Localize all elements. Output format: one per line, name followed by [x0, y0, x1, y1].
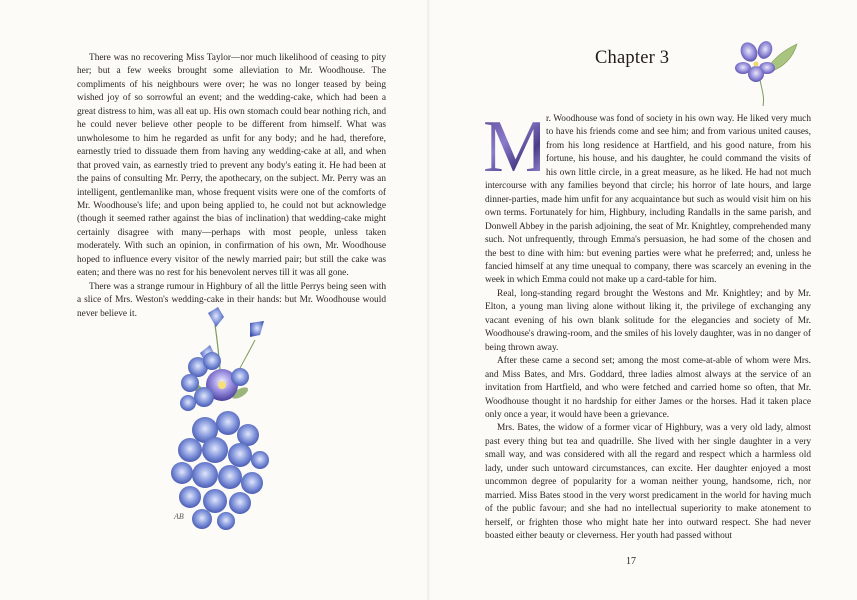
right-page-text — [483, 106, 811, 544]
drop-cap: M — [483, 106, 547, 188]
left-paragraph-2: There was a strange rumour in Highbury of all the little Perrys being seen with a slice of Mrs. Weston's wedding-cake in their hands: but Mr. Woodhouse would never believe it. — [77, 281, 386, 319]
hydrangea-illustration — [160, 305, 280, 540]
right-paragraph-4: Mrs. Bates, the widow of a former vicar of Highbury, was a very old lady, almost past every thing but tea and quadrille. She lived with her single daughter in a very small way, and was considered with all the regard and respect which a harmless old lady, under such untoward circumstances, can excite. Her daughter enjoyed a most uncommon degree of popularity for a woman neither young, handsome, rich, nor married. Miss Bates stood in the very worst predicament in the world for having much of the public favour; and she had no intellectual superiority to make atonement to herself, or frighten those who might hate her into outward respect. She had never boasted either beauty or cleverness. Her youth had passed without — [485, 423, 811, 542]
left-paragraph-1: There was no recovering Miss Taylor—nor much likelihood of ceasing to pity her; but a few weeks brought some alleviation to Mr. Woodhouse. The compliments of his neighbours were over; he was no longer teased by being wished joy of so sorrowful an event; and the wedding-cake, which had been a great distress to him, was all eat up. His own stomach could bear nothing rich, and he could never believe other people to be different from himself. What was unwholesome to him he regarded as unfit for any body; and he had, therefore, earnestly tried to dissuade them from having any wedding-cake at all, and when that proved vain, as earnestly tried to prevent any body's eating it. He had been at the pains of consulting Mr. Perry, the apothecary, on the subject. Mr. Perry was an intelligent, gentlemanlike man, whose frequent visits were one of the comforts of Mr. Woodhouse's life; and upon being applied to, he could not but acknowledge (though it seemed rather against the bias of inclination) that wedding-cake might certainly disagree with many—perhaps with most people, unless taken moderately. With such an opinion, in confirmation of his own, Mr. Woodhouse hoped to influence every visitor of the newly married pair; but still the cake was eaten; and there was no rest for his benevolent nerves till it was all gone. — [77, 53, 386, 279]
page-number: 17 — [626, 556, 636, 567]
right-page — [429, 0, 857, 600]
svg-text:AB: AB — [174, 512, 184, 521]
right-paragraph-2: Real, long-standing regard brought the Westons and Mr. Knightley; and by Mr. Elton, a young man living alone without liking it, the privilege of exchanging any vacant evening of his own blank solitude for the elegancies and society of Mr. Woodhouse's drawing-room, and the smiles of his lovely daughter, was in no danger of being thrown away. — [485, 288, 811, 353]
right-paragraph-1-text: r. Woodhouse was fond of society in his own way. He liked very much to have his friends come and see him; and from various united causes, from his long residence at Hartfield, and his good nature, from his fortune, his house, and his daughter, he could command the visits of his own little circle, in a great measure, as he liked. He had not much intercourse with any families beyond that circle; his horror of late hours, and large dinner-parties, made him unfit for any acquaintance but such as would visit him on his own terms. Fortunately for him, Highbury, including Randalls in the same parish, and Donwell Abbey in the parish adjoining, the seat of Mr. Knightley, comprehended many such. Not unfrequently, through Emma's persuasion, he had some of the chosen and the best to dine with him: but evening parties were what he preferred; and, unless he fancied himself at any time unequal to company, there was scarcely an evening in the week in which Emma could not make up a card-table for him. — [485, 114, 811, 286]
right-paragraph-3: After these came a second set; among the most come-at-able of whom were Mrs. and Miss Bates, and Mrs. Goddard, three ladies almost always at the service of an invitation from Hartfield, and who were fetched and carried home so often, that Mr. Woodhouse thought it no hardship for either James or the horses. Had it taken place only once a year, it would have been a grievance. — [485, 356, 811, 420]
violet-illustration — [719, 38, 799, 108]
right-paragraph-1 — [483, 106, 811, 288]
left-page — [0, 0, 428, 600]
chapter-title: Chapter 3 — [595, 48, 670, 68]
left-page-text — [77, 52, 386, 321]
